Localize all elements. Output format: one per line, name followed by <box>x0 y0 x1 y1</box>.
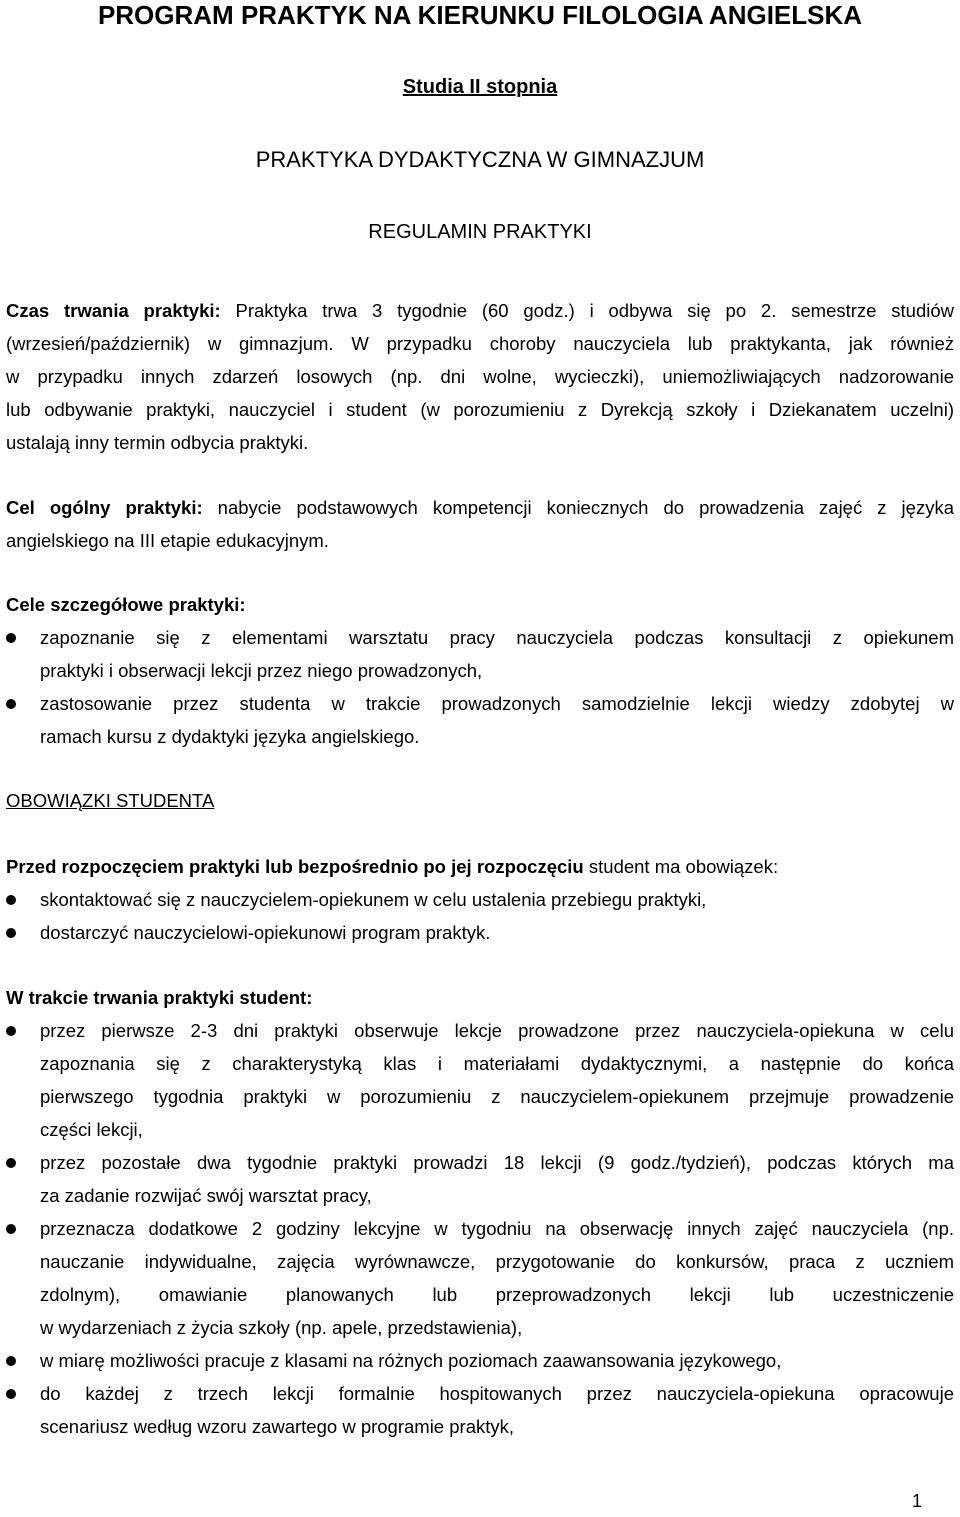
during-item-5-line-2: scenariusz według wzoru zawartego w programie praktyk, <box>40 1416 515 1437</box>
general-goal-text-1: nabycie podstawowych kompetencji koniecznych do prowadzenia zajęć z języka <box>202 497 954 518</box>
detailed-goal-2-line-2: ramach kursu z dydaktyki języka angielskiego. <box>40 726 420 747</box>
during-item-3-line-3: zdolnym), omawianie planowanych lub przeprowadzonych lekcji lub uczestniczenie <box>40 1284 954 1305</box>
bullet-icon <box>6 1389 16 1399</box>
detailed-goal-2-line-1: zastosowanie przez studenta w trakcie prowadzonych samodzielnie lekcji wiedzy zdobytej w <box>40 693 954 714</box>
during-item-3-line-2: nauczanie indywidualne, zajęcia wyrównawcze, przygotowanie do konkursów, praca z uczniem <box>40 1251 954 1272</box>
during-item-1-line-2: zapoznania się z charakterystyką klas i materiałami dydaktycznymi, a następnie do końca <box>40 1053 954 1074</box>
before-practice-intro <box>6 855 954 879</box>
duration-line-4: lub odbywanie praktyki, nauczyciel i student (w porozumieniu z Dyrekcją szkoły i Dziekanatem uczelni) <box>6 399 954 420</box>
during-item-3-line-4: w wydarzeniach z życia szkoły (np. apele, przedstawienia), <box>40 1317 523 1338</box>
during-item-1-line-1: przez pierwsze 2-3 dni praktyki obserwuje lekcje prowadzone przez nauczyciela-opiekuna w celu <box>40 1020 954 1041</box>
duration-text-1: Praktyka trwa 3 tygodnie (60 godz.) i odbywa się po 2. semestrze studiów <box>220 300 954 321</box>
general-goal-label: Cel ogólny praktyki: <box>6 497 203 518</box>
before-practice-rest: student ma obowiązek: <box>583 856 779 877</box>
study-level-text: Studia II stopnia <box>402 76 558 98</box>
during-item-2-line-1: przez pozostałe dwa tygodnie praktyki prowadzi 18 lekcji (9 godz./tydzień), podczas których ma <box>40 1152 954 1173</box>
bullet-icon <box>6 1026 16 1036</box>
duties-heading: OBOWIĄZKI STUDENTA <box>6 790 215 811</box>
practice-title: PRAKTYKA DYDAKTYCZNA W GIMNAZJUM <box>255 147 705 172</box>
before-practice-label: Przed rozpoczęciem praktyki lub bezpośrednio po jej rozpoczęciu <box>6 856 584 877</box>
detailed-goals-label: Cele szczegółowe praktyki: <box>6 594 246 615</box>
page-number: 1 <box>911 1491 922 1511</box>
bullet-icon <box>6 928 16 938</box>
bullet-icon <box>6 633 16 643</box>
during-item-2-line-2: za zadanie rozwijać swój warsztat pracy, <box>40 1185 372 1206</box>
duration-line-2: (wrzesień/październik) w gimnazjum. W przypadku choroby nauczyciela lub praktykanta, jak również <box>6 333 954 354</box>
detailed-goal-1-line-2: praktyki i obserwacji lekcji przez niego prowadzonych, <box>40 660 483 681</box>
regulations-title: REGULAMIN PRAKTYKI <box>368 221 592 243</box>
duration-label: Czas trwania praktyki: <box>6 300 221 321</box>
bullet-icon <box>6 1356 16 1366</box>
general-goal-line-2: angielskiego na III etapie edukacyjnym. <box>6 530 329 551</box>
before-item-2: dostarczyć nauczycielowi-opiekunowi program praktyk. <box>40 922 491 943</box>
detailed-goal-1-line-1: zapoznanie się z elementami warsztatu pracy nauczyciela podczas konsultacji z opiekunem <box>40 627 954 648</box>
duration-line-3: w przypadku innych zdarzeń losowych (np. dni wolne, wycieczki), uniemożliwiających nadzorowanie <box>6 366 954 387</box>
bullet-icon <box>6 699 16 709</box>
during-item-5-line-1: do każdej z trzech lekcji formalnie hospitowanych przez nauczyciela-opiekuna opracowuje <box>40 1383 954 1404</box>
bullet-icon <box>6 895 16 905</box>
bullet-icon <box>6 1224 16 1234</box>
during-item-1-line-3: pierwszego tygodnia praktyki w porozumieniu z nauczycielem-opiekunem przejmuje prowadzenie <box>40 1086 954 1107</box>
during-item-1-line-4: części lekcji, <box>40 1119 143 1140</box>
bullet-icon <box>6 1158 16 1168</box>
duration-line-5: ustalają inny termin odbycia praktyki. <box>6 432 309 453</box>
study-level <box>0 74 960 100</box>
duration-line-1 <box>6 299 954 323</box>
before-item-1: skontaktować się z nauczycielem-opiekunem w celu ustalenia przebiegu praktyki, <box>40 889 707 910</box>
during-item-4-line-1: w miarę możliwości pracuje z klasami na różnych poziomach zaawansowania językowego, <box>40 1350 782 1371</box>
document-title: PROGRAM PRAKTYK NA KIERUNKU FILOLOGIA ANGIELSKA <box>97 0 863 30</box>
general-goal-line-1 <box>6 496 954 520</box>
during-item-3-line-1: przeznacza dodatkowe 2 godziny lekcyjne w tygodniu na obserwację innych zajęć nauczyciela (np. <box>40 1218 954 1239</box>
during-practice-label: W trakcie trwania praktyki student: <box>6 987 313 1008</box>
